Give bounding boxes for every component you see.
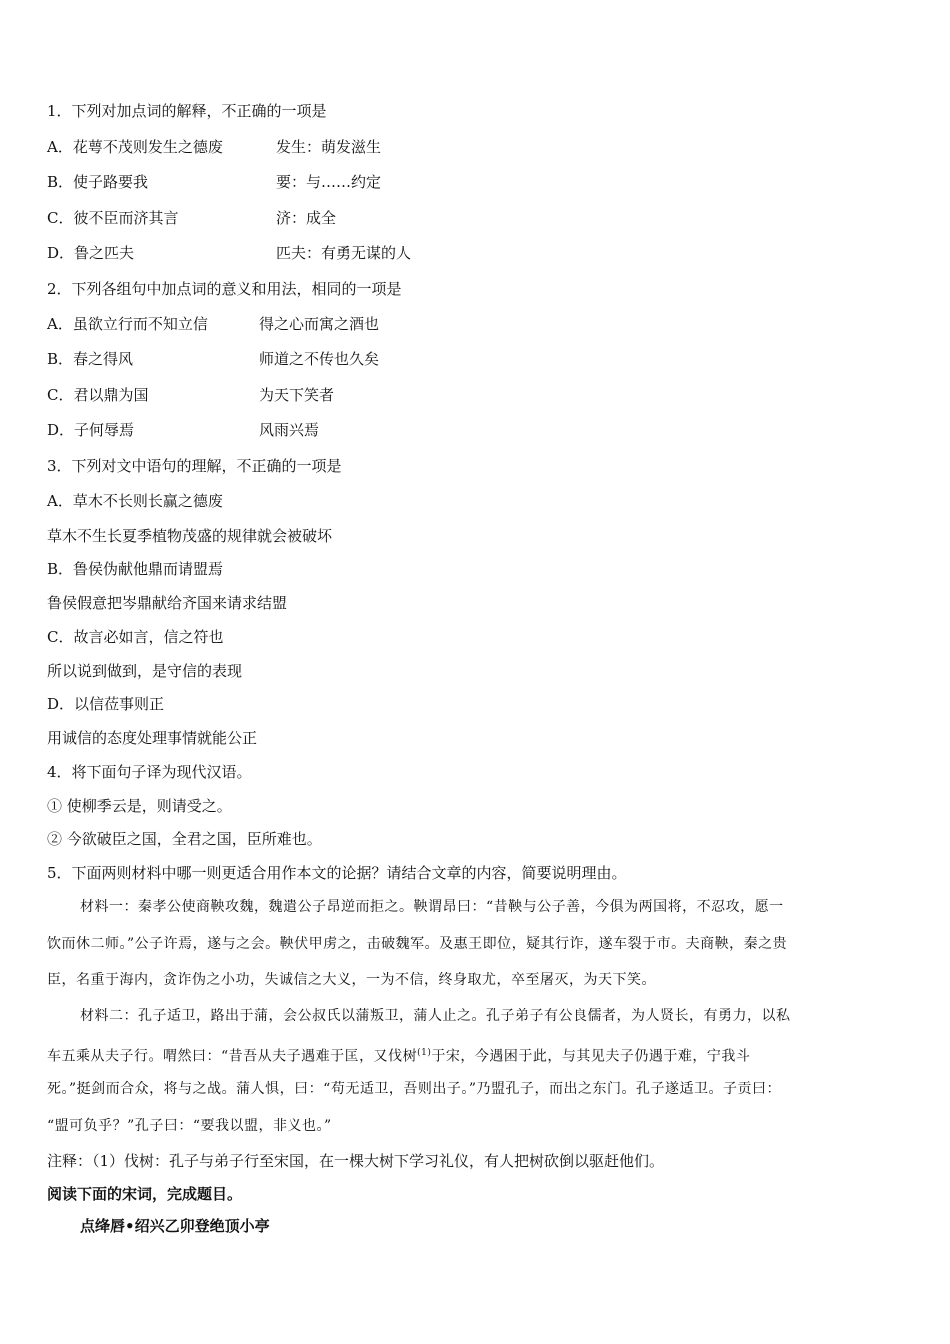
q5-material-1-line-3: 臣，名重于海内，贪诈伪之小功，失诚信之大义，一为不信，终身取尤，卒至屠灭，为天下笑。 (47, 972, 656, 988)
q2-option-b-right: 师道之不传也久矣 (259, 350, 380, 368)
q1-option-d: D．鲁之匹夫 (47, 244, 135, 262)
q3-option-d-meaning: 用诚信的态度处理事情就能公正 (47, 729, 258, 747)
q5-material-1-line-1: 材料一：秦孝公使商鞅攻魏，魏遣公子昂逆而拒之。鞅谓昂曰：“昔鞅与公子善，今俱为两国将，不忍攻，愿一 (80, 899, 784, 915)
q5-material-1-line-2: 饮而休二师。”公子许焉，遂与之会。鞅伏甲虏之，击破魏军。及惠王即位，疑其行诈，遂车裂于市。夫商鞅，秦之贵 (47, 936, 788, 952)
poem-title: 点绛唇•绍兴乙卯登绝顶小亭 (80, 1217, 270, 1235)
section-instruction: 阅读下面的宋词，完成题目。 (47, 1185, 243, 1203)
q5-material-2-line-2 (47, 1043, 750, 1067)
q4-sentence-1: ① 使柳季云是，则请受之。 (47, 797, 232, 815)
q2-stem: 2．下列各组句中加点词的意义和用法，相同的一项是 (47, 280, 402, 298)
q4-stem: 4．将下面句子译为现代汉语。 (47, 763, 252, 781)
q2-option-c-right: 为天下笑者 (259, 386, 335, 404)
q2-option-a-left: A．虽欲立行而不知立信 (47, 315, 208, 333)
q3-option-c-meaning: 所以说到做到，是守信的表现 (47, 662, 243, 680)
q3-option-c: C．故言必如言，信之符也 (47, 628, 224, 646)
q1-option-b-gloss: 要：与……约定 (276, 173, 382, 191)
q2-option-a-right: 得之心而寓之酒也 (259, 315, 380, 333)
q5-material-2-line-1: 材料二：孔子适卫，路出于蒲，会公叔氏以蒲叛卫，蒲人止之。孔子弟子有公良儒者，为人贤长，有勇力，以私 (80, 1008, 791, 1024)
q1-option-c: C．彼不臣而济其言 (47, 209, 179, 227)
q3-option-a-meaning: 草木不生长夏季植物茂盛的规律就会被破坏 (47, 527, 333, 545)
q2-option-d-left: D．子何辱焉 (47, 421, 135, 439)
q5-footnote: 注释：（1）伐树：孔子与弟子行至宋国，在一棵大树下学习礼仪，有人把树砍倒以驱赶他们。 (47, 1152, 665, 1170)
q5-material-2-line-4: “盟可负乎？”孔子曰：“要我以盟，非义也。” (47, 1118, 332, 1134)
q1-option-b: B．使子路要我 (47, 173, 149, 191)
q4-sentence-2: ② 今欲破臣之国，全君之国，臣所难也。 (47, 830, 322, 848)
q1-option-d-gloss: 匹夫：有勇无谋的人 (276, 244, 412, 262)
q2-option-b-left: B．春之得风 (47, 350, 134, 368)
q3-option-d: D．以信莅事则正 (47, 695, 165, 713)
q3-option-a: A．草木不长则长赢之德废 (47, 492, 223, 510)
q5-material-2-line-2-b: 于宋，今遇困于此，与其见夫子仍遇于难，宁我斗 (431, 1048, 751, 1065)
q2-option-d-right: 风雨兴焉 (259, 421, 320, 439)
q3-option-b-meaning: 鲁侯假意把岑鼎献给齐国来请求结盟 (47, 594, 288, 612)
q5-material-2-line-3: 死。”挺剑而合众，将与之战。蒲人惧，曰：“苟无适卫，吾则出子。”乃盟孔子，而出之东门。孔子遂适卫。子贡曰： (47, 1081, 781, 1097)
q5-stem: 5．下面两则材料中哪一则更适合用作本文的论据？请结合文章的内容，简要说明理由。 (47, 864, 627, 882)
q1-option-a: A．花萼不茂则发生之德废 (47, 138, 223, 156)
q1-stem: 1．下列对加点词的解释，不正确的一项是 (47, 102, 327, 120)
q1-option-a-gloss: 发生：萌发滋生 (276, 138, 382, 156)
q2-option-c-left: C．君以鼎为国 (47, 386, 149, 404)
q5-material-2-line-2-a: 车五乘从夫子行。喟然曰：“昔吾从夫子遇难于匡，又伐树 (47, 1048, 418, 1065)
footnote-marker: (1) (417, 1048, 432, 1058)
q1-option-c-gloss: 济：成全 (276, 209, 337, 227)
q3-option-b: B．鲁侯伪献他鼎而请盟焉 (47, 560, 224, 578)
q3-stem: 3．下列对文中语句的理解，不正确的一项是 (47, 457, 342, 475)
